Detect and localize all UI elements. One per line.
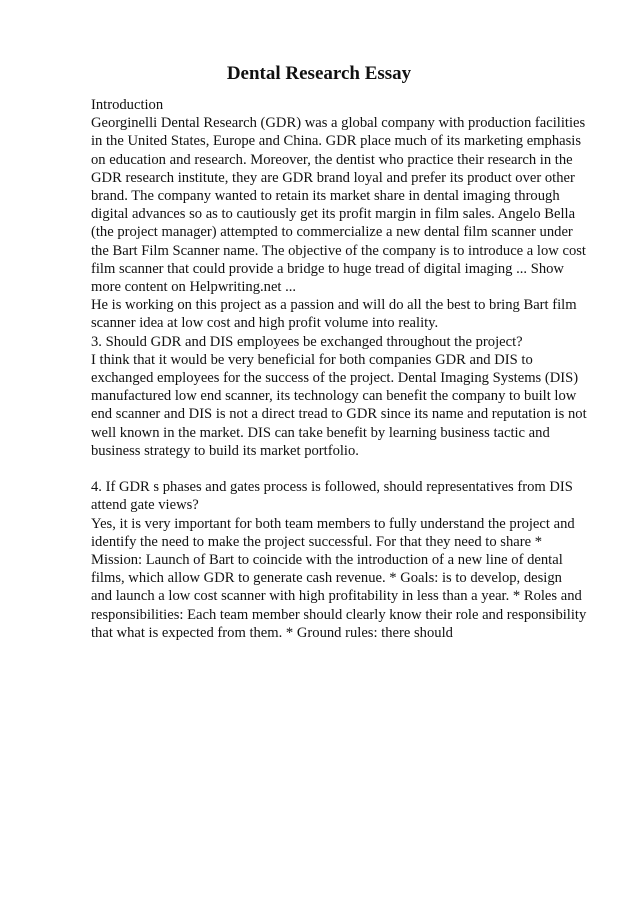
document-title: Dental Research Essay [226, 63, 412, 84]
text-line: well known in the market. DIS can take benefit by learning business tactic and [91, 424, 550, 441]
text-line: scanner idea at low cost and high profit volume into reality. [91, 315, 439, 332]
text-line: Georginelli Dental Research (GDR) was a global company with production facilities [91, 115, 586, 132]
text-line: Introduction [91, 97, 164, 113]
text-line: responsibilities: Each team member should clearly know their role and responsibility [91, 606, 587, 623]
text-line: digital advances so as to cautiously get its profit margin in film sales. Angelo Bella [91, 206, 576, 223]
document-body [91, 96, 601, 642]
text-line: 3. Should GDR and DIS employees be exchanged throughout the project? [91, 333, 523, 350]
text-line: more content on Helpwriting.net ... [91, 279, 297, 296]
text-line: manufactured low end scanner, its technology can benefit the company to built low [91, 388, 577, 405]
text-line: GDR research institute, they are GDR brand loyal and prefer its product over other [91, 169, 575, 186]
text-line: on education and research. Moreover, the dentist who practice their research in the [91, 151, 573, 168]
text-line: 4. If GDR s phases and gates process is followed, should representatives from DIS [91, 479, 573, 496]
text-line: attend gate views? [91, 497, 199, 514]
paragraph-gap [91, 460, 601, 478]
text-line: (the project manager) attempted to commercialize a new dental film scanner under [91, 224, 573, 241]
text-line: Yes, it is very important for both team members to fully understand the project and [91, 515, 575, 532]
text-line: I think that it would be very beneficial for both companies GDR and DIS to [91, 351, 533, 368]
text-line: films, which allow GDR to generate cash revenue. * Goals: is to develop, design [91, 570, 562, 587]
text-line: end scanner and DIS is not a direct tread to GDR since its name and reputation is not [91, 406, 587, 423]
text-line: He is working on this project as a passion and will do all the best to bring Bart film [91, 297, 577, 314]
text-line: and launch a low cost scanner with high profitability in less than a year. * Roles and [91, 588, 582, 605]
text-line: identify the need to make the project successful. For that they need to share * [91, 533, 543, 550]
text-line: the Bart Film Scanner name. The objective of the company is to introduce a low cost [91, 242, 586, 259]
text-line: business strategy to build its market portfolio. [91, 442, 359, 459]
text-line: film scanner that could provide a bridge to huge tread of digital imaging ... Show [91, 260, 564, 277]
text-line: exchanged employees for the success of the project. Dental Imaging Systems (DIS) [91, 370, 579, 387]
text-line: brand. The company wanted to retain its market share in dental imaging through [91, 188, 560, 205]
text-line: Mission: Launch of Bart to coincide with the introduction of a new line of dental [91, 552, 563, 569]
text-line: that what is expected from them. * Ground rules: there should [91, 624, 453, 641]
text-line: in the United States, Europe and China. GDR place much of its marketing emphasis [91, 133, 582, 150]
